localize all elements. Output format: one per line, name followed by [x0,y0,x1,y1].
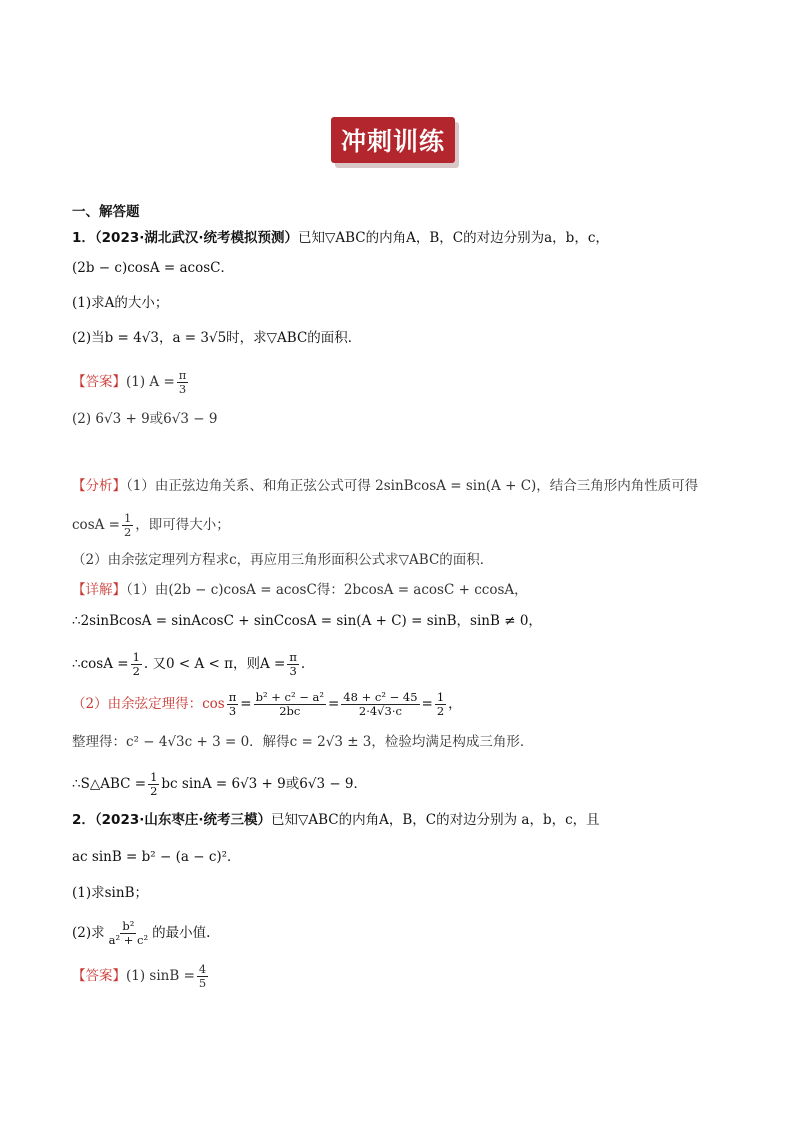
q1-part2: (2)当b = 4√3，a = 3√5时，求▽ABC的面积． [72,330,362,346]
fraction [227,691,239,718]
analysis-text: （1）由正弦边角关系、和角正弦公式可得 2sinBcosA = sin(A + C)，结合三角形内角性质可得 [126,478,699,494]
fraction-numerator: 1 [123,511,132,525]
q1-detail-6 [72,771,367,798]
fraction [287,651,299,678]
detail-text: ， [448,696,462,712]
answer-tag: 【答案】 [72,374,126,390]
part-text: 的最小值. [152,925,211,941]
answer-text: (2) 6√3 + 9或6√3 − 9 [72,411,218,427]
detail-text: ∴S△ABC = [72,776,147,792]
q2-part2 [72,920,210,947]
fraction [122,512,133,539]
q2-source: （2023·山东枣庄·统考三模） [94,812,271,828]
q1-detail-4 [72,691,462,718]
fraction-numerator: π [289,650,297,664]
q2-condition: ac sinB = b² − (a − c)²． [72,849,241,865]
detail-text: bc sinA = 6√3 + 9或6√3 − 9． [161,776,368,792]
fraction-numerator: 4 [198,962,207,976]
fraction [148,771,159,798]
fraction [254,691,326,718]
detail-text: （2）由余弦定理得：cos [72,696,225,712]
fraction-denominator: a² + c² [108,933,149,947]
q1-analysis-1 [72,477,698,495]
answer-text: (1) sinB = [126,968,195,984]
q1-part1: (1)求A的大小； [72,295,169,311]
q1-number: 1． [72,230,95,246]
banner-text: 冲刺训练 [340,127,445,156]
fraction-denominator: 2 [132,664,140,678]
q1-answer-1 [72,369,190,396]
answer-tag: 【答案】 [72,968,126,984]
fraction-denominator: 2·4√3·c [358,704,402,718]
answer-text: (1) A = [126,374,175,390]
fraction-denominator: 3 [178,382,187,396]
q1-analysis-3 [72,551,493,569]
title-banner [331,117,461,171]
section-heading: 一、解答题 [72,204,140,220]
fraction-numerator: b² + c² − a² [255,690,324,704]
analysis-tag: 【分析】 [72,478,126,494]
q1-stem-text: 已知▽ABC的内角A，B，C的对边分别为a，b，c， [298,230,609,246]
equals-sign: = [240,696,252,712]
equals-sign: = [327,696,340,712]
fraction-numerator: b² [122,919,135,933]
detail-text: . 又0 < A < π，则A = [143,656,286,672]
detail-text: 整理得：c² − 4√3c + 3 = 0．解得c = 2√3 ± 3，检验均满足构成三角形． [72,734,534,750]
fraction-numerator: π [228,690,237,704]
q1-condition: (2b − c)cosA = acosC． [72,260,234,276]
q1-answer-2 [72,410,217,428]
fraction-denominator: 5 [198,976,207,990]
analysis-text: ，即可得大小； [135,517,230,533]
q1-detail-3 [72,651,305,678]
fraction [131,651,142,678]
fraction-denominator: 2 [436,704,445,718]
fraction-denominator: 2bc [279,704,301,718]
q2-answer-1 [72,963,210,990]
fraction-denominator: 3 [228,704,237,718]
q1-detail-5 [72,733,533,751]
q1-detail-2: ∴2sinBcosA = sinAcosC + sinCcosA = sin(A + C) = sinB，sinB ≠ 0， [72,613,542,629]
q1-analysis-2 [72,512,230,539]
fraction-numerator: π [178,368,187,382]
fraction [435,691,446,718]
fraction [107,920,150,947]
fraction-numerator: 1 [132,650,140,664]
fraction [197,963,208,990]
q2-stem-text: 已知▽ABC的内角A，B，C的对边分别为 a，b，c，且 [271,812,600,828]
q1-stem [72,229,609,247]
fraction-denominator: 3 [289,664,297,678]
q2-part1: (1)求sinB； [72,885,148,901]
fraction-numerator: 1 [436,690,445,704]
q2-stem [72,811,600,829]
fraction-denominator: 2 [123,525,132,539]
analysis-text: （2）由余弦定理列方程求c，再应用三角形面积公式求▽ABC的面积． [72,552,494,568]
q2-number: 2． [72,812,95,828]
fraction-numerator: 1 [150,770,158,784]
detail-text: （1）由(2b − c)cosA = acosC得：2bcosA = acosC + ccosA， [126,582,528,598]
q1-source: （2023·湖北武汉·统考模拟预测） [94,230,298,246]
detail-text: ∴cosA = [72,656,129,672]
detail-tag: 【详解】 [72,582,126,598]
fraction-denominator: 2 [150,784,158,798]
fraction-numerator: 48 + c² − 45 [343,690,418,704]
q1-detail-1 [72,581,528,599]
detail-text: . [300,656,306,672]
part-text: (2)求 [72,925,105,941]
analysis-text: cosA = [72,517,120,533]
equals-sign: = [421,696,433,712]
fraction [177,369,189,396]
fraction [341,691,419,718]
